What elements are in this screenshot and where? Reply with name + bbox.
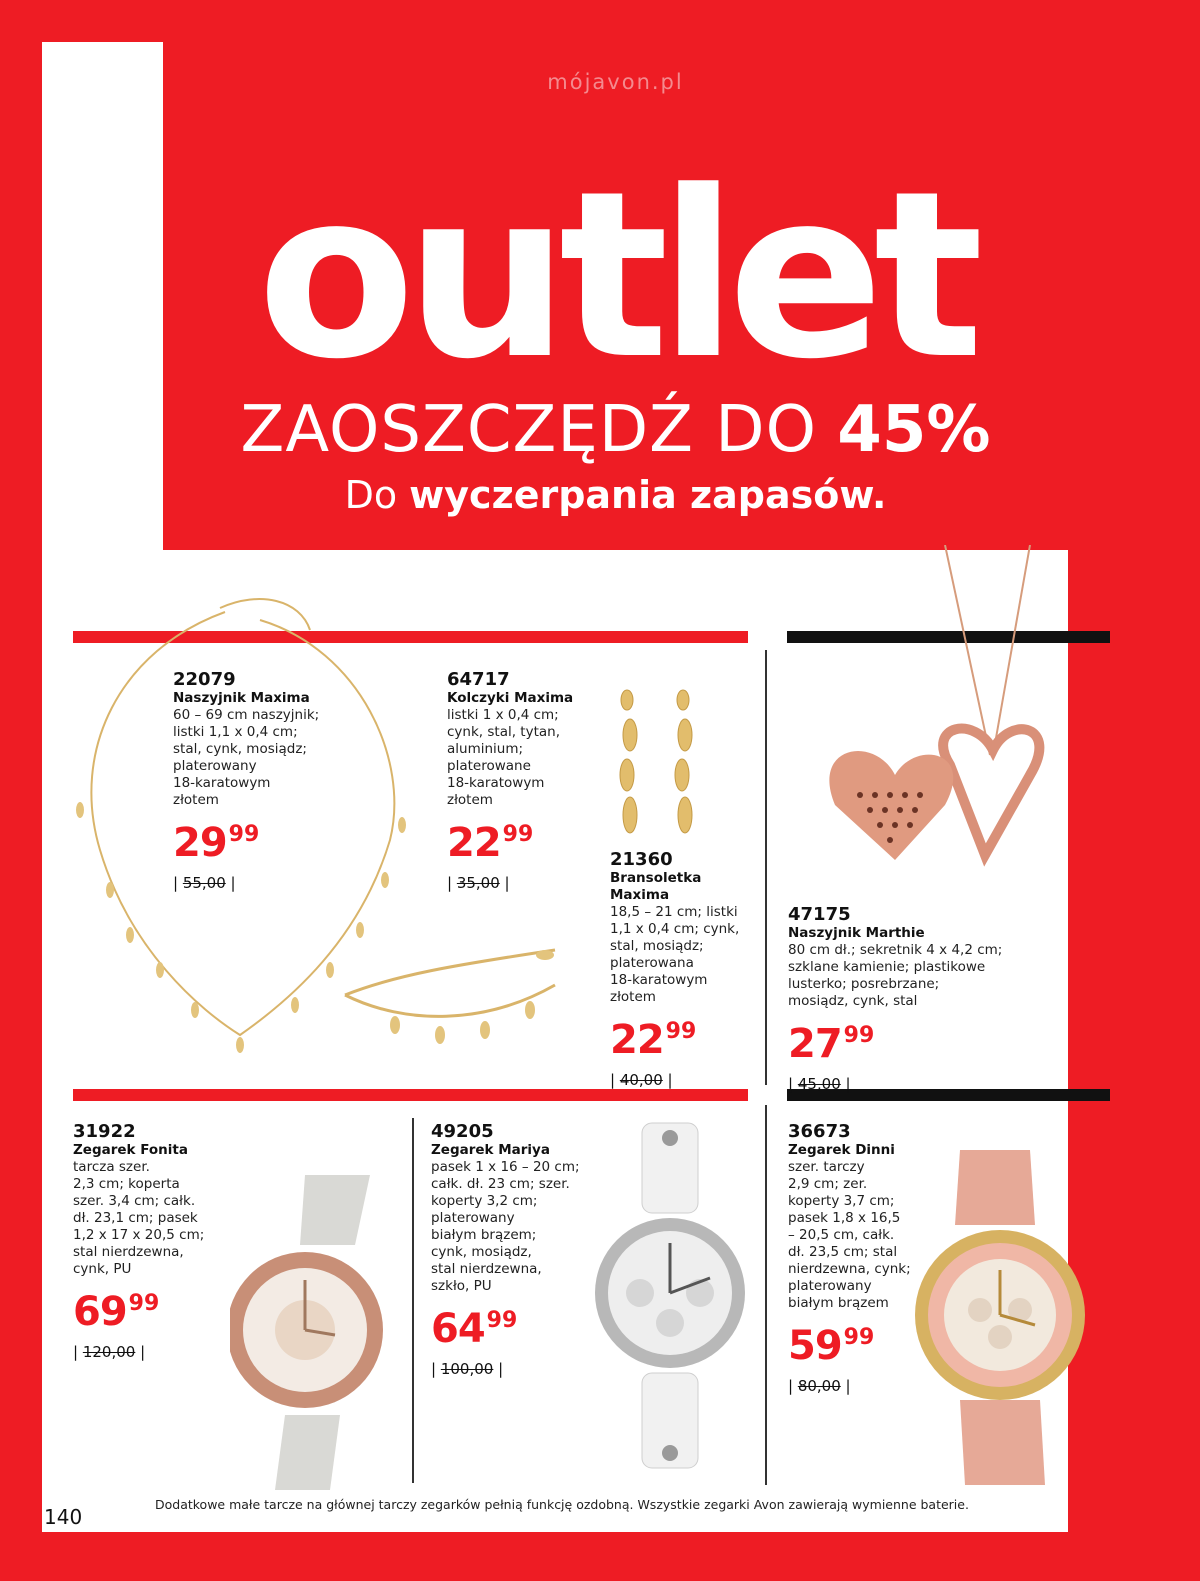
product-code: 21360 bbox=[610, 849, 673, 870]
price-integer: 29 bbox=[173, 820, 227, 866]
price-decimal: 99 bbox=[228, 822, 260, 847]
product-name: Zegarek Mariya bbox=[431, 1142, 550, 1158]
product-code: 31922 bbox=[73, 1121, 136, 1142]
hero-banner bbox=[163, 42, 1068, 550]
price-decimal: 99 bbox=[843, 1325, 875, 1350]
product-description: 18,5 – 21 cm; listki 1,1 x 0,4 cm; cynk, stal, mosiądz; platerowana 18-karatowym złotem bbox=[610, 904, 740, 1005]
product-old-price: | 55,00 | bbox=[173, 874, 236, 892]
price-integer: 59 bbox=[788, 1323, 842, 1369]
gold-leaf-bracelet-image bbox=[335, 935, 570, 1055]
frame-bottom bbox=[0, 1532, 1200, 1581]
product-name: Zegarek Dinni bbox=[788, 1142, 895, 1158]
product-price bbox=[447, 815, 607, 871]
old-price-value: 80,00 bbox=[797, 1377, 841, 1395]
product-card[interactable] bbox=[447, 670, 607, 893]
price-decimal: 99 bbox=[502, 822, 534, 847]
product-price bbox=[73, 1284, 233, 1340]
save-percent: 45% bbox=[837, 393, 991, 467]
product-old-price: | 80,00 | bbox=[788, 1377, 851, 1395]
product-card[interactable] bbox=[788, 1122, 928, 1396]
stock-prefix: Do bbox=[344, 473, 398, 517]
product-price bbox=[788, 1016, 1048, 1072]
product-description: pasek 1 x 16 – 20 cm; całk. dł. 23 cm; szer. koperty 3,2 cm; platerowany białym brązem; cynk, mosiądz, stal nierdzewna, szkło, PU bbox=[431, 1159, 580, 1294]
site-watermark: mójavon.pl bbox=[547, 70, 684, 94]
product-card[interactable] bbox=[173, 670, 373, 893]
price-integer: 69 bbox=[73, 1289, 127, 1335]
section-bar-red-bottom bbox=[73, 1089, 748, 1101]
product-name: Naszyjnik Maxima bbox=[173, 690, 310, 706]
column-divider bbox=[765, 1105, 767, 1485]
product-price bbox=[173, 815, 373, 871]
frame-top bbox=[0, 0, 1200, 42]
price-integer: 22 bbox=[447, 820, 501, 866]
product-code: 22079 bbox=[173, 669, 236, 690]
product-code: 47175 bbox=[788, 904, 851, 925]
product-old-price: | 100,00 | bbox=[431, 1360, 504, 1378]
product-description: listki 1 x 0,4 cm; cynk, stal, tytan, aluminium; platerowane 18-karatowym złotem bbox=[447, 707, 560, 808]
page-number: 140 bbox=[44, 1505, 83, 1529]
product-old-price: | 40,00 | bbox=[610, 1071, 673, 1089]
product-description: 80 cm dł.; sekretnik 4 x 4,2 cm; szklane kamienie; plastikowe lusterko; posrebrzane; mosiądz, cynk, stal bbox=[788, 942, 1003, 1009]
old-price-value: 45,00 bbox=[797, 1075, 841, 1093]
product-card[interactable] bbox=[431, 1122, 591, 1379]
product-price bbox=[431, 1301, 591, 1357]
product-name: Kolczyki Maxima bbox=[447, 690, 574, 706]
column-divider bbox=[765, 650, 767, 1085]
heart-locket-image bbox=[815, 545, 1045, 880]
price-decimal: 99 bbox=[486, 1308, 518, 1333]
outlet-headline: outlet bbox=[257, 143, 974, 410]
old-price-value: 40,00 bbox=[619, 1071, 663, 1089]
old-price-value: 120,00 bbox=[82, 1343, 136, 1361]
product-card[interactable] bbox=[788, 905, 1048, 1094]
price-decimal: 99 bbox=[128, 1291, 160, 1316]
product-old-price: | 45,00 | bbox=[788, 1075, 851, 1093]
old-price-value: 100,00 bbox=[440, 1360, 494, 1378]
product-name: Zegarek Fonita bbox=[73, 1142, 188, 1158]
gold-leaf-earrings-image bbox=[605, 680, 705, 845]
old-price-value: 55,00 bbox=[182, 874, 226, 892]
price-integer: 64 bbox=[431, 1306, 485, 1352]
stock-bold: wyczerpania zapasów. bbox=[409, 473, 887, 517]
price-decimal: 99 bbox=[843, 1023, 875, 1048]
price-decimal: 99 bbox=[665, 1019, 697, 1044]
product-name: Naszyjnik Marthie bbox=[788, 925, 925, 941]
product-card[interactable] bbox=[73, 1122, 233, 1362]
old-price-value: 35,00 bbox=[456, 874, 500, 892]
save-line bbox=[163, 394, 1068, 466]
product-old-price: | 35,00 | bbox=[447, 874, 510, 892]
frame-left bbox=[0, 0, 42, 1581]
footer-note: Dodatkowe małe tarcze na głównej tarczy zegarków pełnią funkcję ozdobną. Wszystkie zegarki Avon zawierają wymienne baterie. bbox=[155, 1497, 969, 1512]
product-price bbox=[610, 1012, 765, 1068]
column-divider bbox=[412, 1118, 414, 1483]
white-strap-watch-image bbox=[590, 1118, 750, 1473]
product-price bbox=[788, 1318, 928, 1374]
product-old-price: | 120,00 | bbox=[73, 1343, 146, 1361]
product-code: 36673 bbox=[788, 1121, 851, 1142]
price-integer: 27 bbox=[788, 1021, 842, 1067]
pink-strap-watch-image bbox=[915, 1145, 1090, 1490]
rose-gold-watch-image bbox=[230, 1170, 400, 1495]
product-description: 60 – 69 cm naszyjnik; listki 1,1 x 0,4 cm; stal, cynk, mosiądz; platerowany 18-karatowym złotem bbox=[173, 707, 320, 808]
product-name: Bransoletka Maxima bbox=[610, 870, 702, 903]
product-description: szer. tarczy 2,9 cm; zer. koperty 3,7 cm; pasek 1,8 x 16,5 – 20,5 cm, całk. dł. 23,5 cm; stal nierdzewna, cynk; platerowany białym brązem bbox=[788, 1159, 911, 1311]
stock-line bbox=[163, 472, 1068, 518]
product-code: 64717 bbox=[447, 669, 510, 690]
price-integer: 22 bbox=[610, 1017, 664, 1063]
product-card[interactable] bbox=[610, 850, 765, 1090]
product-description: tarcza szer. 2,3 cm; koperta szer. 3,4 cm; całk. dł. 23,1 cm; pasek 1,2 x 17 x 20,5 cm; stal nierdzewna, cynk, PU bbox=[73, 1159, 205, 1277]
product-code: 49205 bbox=[431, 1121, 494, 1142]
save-text: ZAOSZCZĘDŹ DO bbox=[240, 393, 817, 467]
